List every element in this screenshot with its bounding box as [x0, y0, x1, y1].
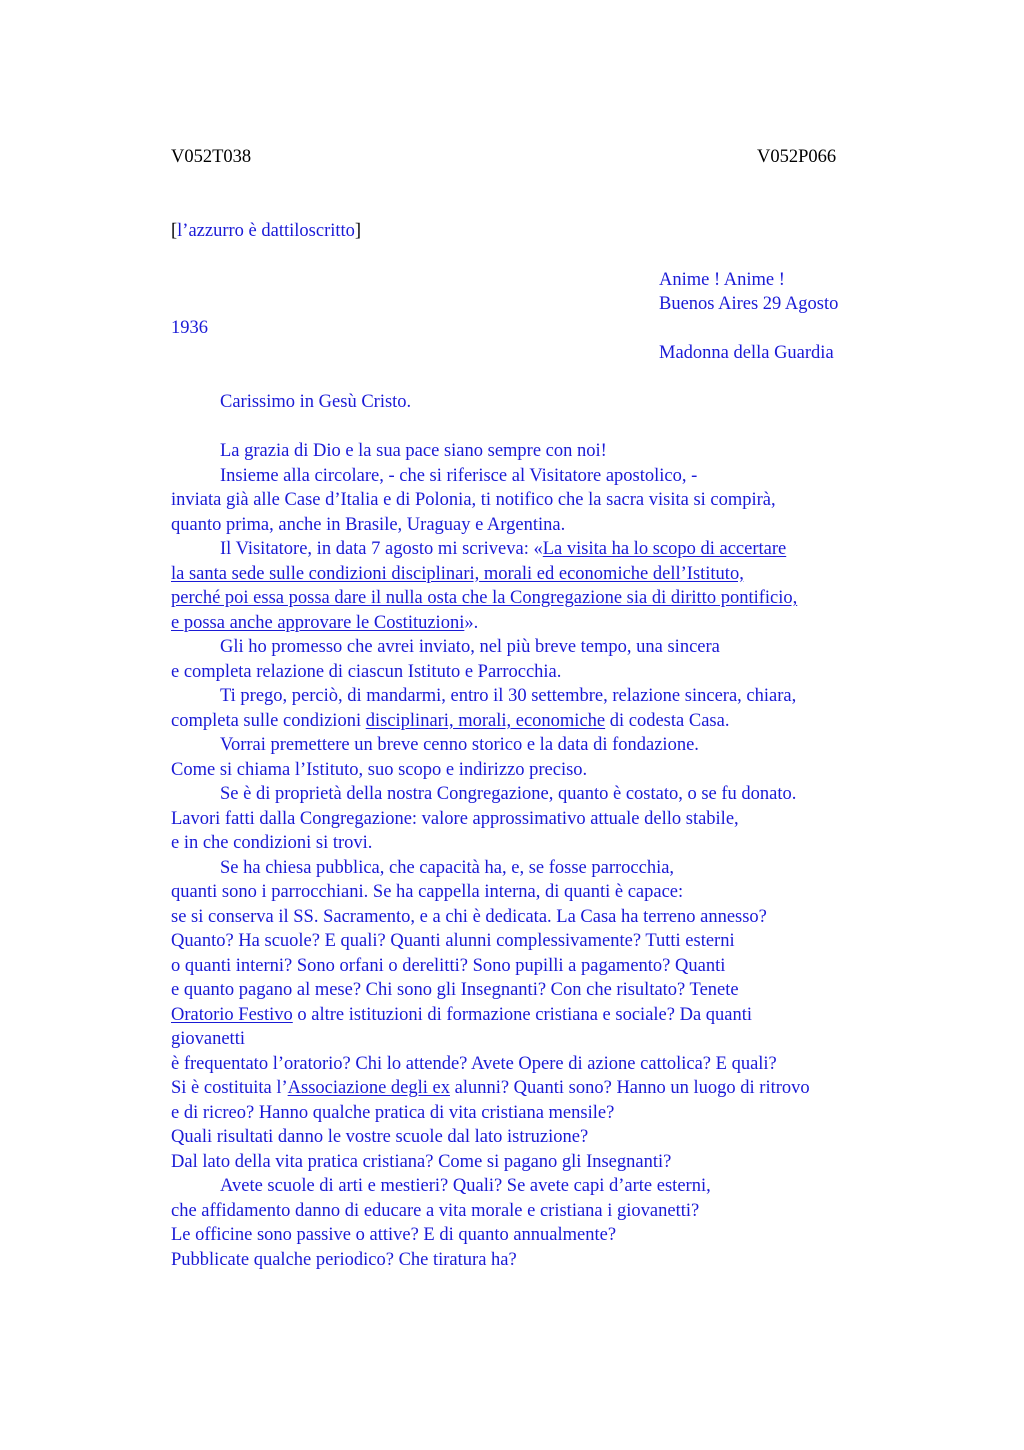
quote-close: ». — [464, 612, 479, 633]
body-line: Insieme alla circolare, - che si riferisce al Visitatore apostolico, - — [220, 465, 698, 486]
quoted-text: la santa sede sulle condizioni disciplinari, morali ed economiche dell’Istituto, — [171, 563, 744, 584]
motto: Anime ! Anime ! — [659, 270, 785, 290]
body-line: quanti sono i parrocchiani. Se ha cappella interna, di quanti è capace: — [171, 882, 684, 902]
sanctuary: Madonna della Guardia — [659, 343, 834, 363]
body-text: Si è costituita l’ — [171, 1078, 288, 1098]
body-text: alunni? Quanti sono? Hanno un luogo di ritrovo — [449, 1078, 810, 1098]
letter-body — [171, 439, 891, 1272]
body-line: Lavori fatti dalla Congregazione: valore approssimativo attuale dello stabile, — [171, 808, 739, 829]
body-line: Quali risultati danno le vostre scuole dal lato istruzione? — [171, 1127, 589, 1147]
body-line: e quanto pagano al mese? Chi sono gli Insegnanti? Con che risultato? Tenete — [171, 980, 739, 1000]
body-text: di codesta Casa. — [605, 710, 730, 731]
body-line: Dal lato della vita pratica cristiana? Come si pagano gli Insegnanti? — [171, 1151, 672, 1172]
body-line: Le officine sono passive o attive? E di quanto annualmente? — [171, 1225, 617, 1245]
body-line: Vorrai premettere un breve cenno storico e la data di fondazione. — [220, 735, 699, 755]
body-line: Pubblicate qualche periodico? Che tiratura ha? — [171, 1249, 517, 1270]
body-line: e completa relazione di ciascun Istituto e Parrocchia. — [171, 661, 562, 682]
body-line: Se ha chiesa pubblica, che capacità ha, e, se fosse parrocchia, — [220, 857, 675, 878]
body-line: è frequentato l’oratorio? Chi lo attende? Avete Opere di azione cattolica? E quali? — [171, 1053, 777, 1074]
body-line: La grazia di Dio e la sua pace siano sempre con noi! — [220, 441, 607, 461]
body-line: Quanto? Ha scuole? E quali? Quanti alunni complessivamente? Tutti esterni — [171, 931, 735, 951]
year: 1936 — [171, 318, 208, 338]
place-date: Buenos Aires 29 Agosto — [659, 294, 839, 314]
quoted-text: La visita ha lo scopo di accertare — [542, 539, 787, 559]
document-code-left: V052T038 — [171, 147, 252, 167]
body-line: inviata già alle Case d’Italia e di Polonia, ti notifico che la sacra visita si compirà, — [171, 490, 776, 510]
note-text: l’azzurro è dattiloscritto — [177, 221, 355, 241]
body-line — [171, 586, 891, 611]
body-line: Se è di proprietà della nostra Congregazione, quanto è costato, o se fu donato. — [220, 784, 797, 804]
body-line — [171, 537, 891, 562]
quote-intro: Il Visitatore, in data 7 agosto mi scriveva: « — [220, 539, 543, 559]
body-text: o altre istituzioni di formazione cristiana e sociale? Da quanti — [292, 1004, 753, 1025]
underlined-text: Oratorio Festivo — [171, 1004, 293, 1025]
body-line: quanto prima, anche in Brasile, Uraguay e Argentina. — [171, 514, 566, 535]
body-line: o quanti interni? Sono orfani o derelitti? Sono pupilli a pagamento? Quanti — [171, 955, 726, 976]
underlined-text: disciplinari, morali, economiche — [365, 710, 606, 731]
underlined-text: Associazione degli ex — [287, 1078, 450, 1098]
body-line: e di ricreo? Hanno qualche pratica di vita cristiana mensile? — [171, 1102, 615, 1123]
body-line — [171, 709, 891, 734]
quoted-text: e possa anche approvare le Costituzioni — [171, 612, 465, 633]
quoted-text: perché poi essa possa dare il nulla osta che la Congregazione sia di diritto pontificio, — [171, 588, 798, 608]
body-line: Gli ho promesso che avrei inviato, nel più breve tempo, una sincera — [220, 637, 720, 657]
body-line: Ti prego, perciò, di mandarmi, entro il 30 settembre, relazione sincera, chiara, — [220, 686, 797, 706]
body-text: completa sulle condizioni — [171, 710, 366, 731]
body-line — [171, 1003, 891, 1028]
note-open-bracket: [ — [171, 221, 178, 241]
body-line: Avete scuole di arti e mestieri? Quali? Se avete capi d’arte esterni, — [220, 1176, 711, 1196]
body-line: che affidamento danno di educare a vita morale e cristiana i giovanetti? — [171, 1200, 700, 1221]
body-line — [171, 562, 891, 587]
document-code-right: V052P066 — [757, 147, 837, 167]
salutation: Carissimo in Gesù Cristo. — [220, 392, 412, 412]
typewritten-note — [171, 221, 361, 242]
body-line: Come si chiama l’Istituto, suo scopo e indirizzo preciso. — [171, 759, 588, 780]
body-line: giovanetti — [171, 1029, 245, 1049]
note-close-bracket: ] — [354, 221, 362, 241]
body-line: se si conserva il SS. Sacramento, e a chi è dedicata. La Casa ha terreno annesso? — [171, 906, 767, 927]
body-line: e in che condizioni si trovi. — [171, 833, 373, 853]
body-line — [171, 1076, 891, 1101]
body-line — [171, 611, 891, 636]
